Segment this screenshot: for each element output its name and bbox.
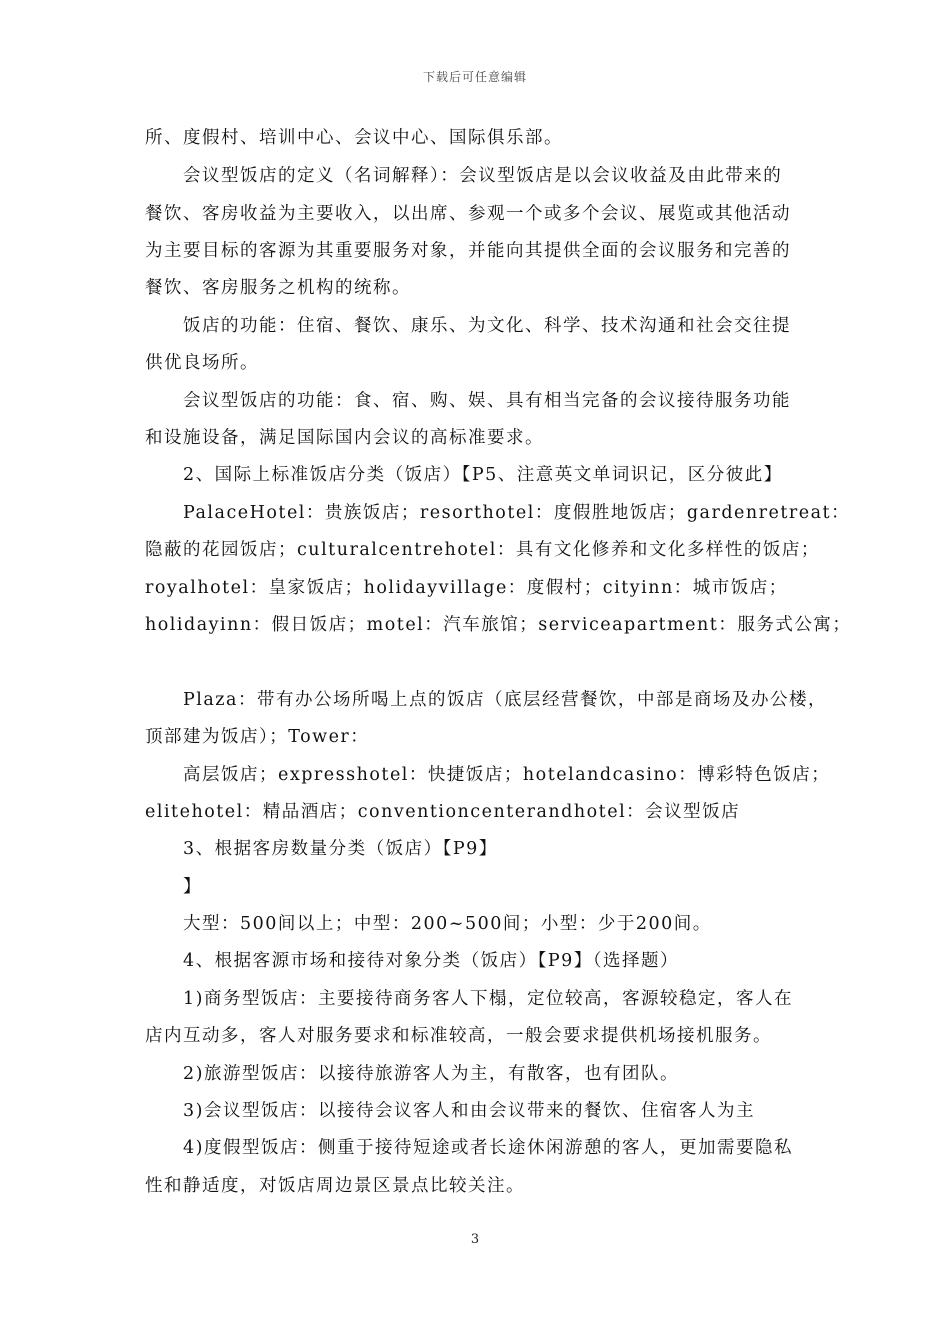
text-line: 饭店的功能：住宿、餐饮、康乐、为文化、科学、技术沟通和社会交往提 [183,316,791,336]
text-line: 】 [183,877,202,897]
text-line: 2、国际上标准饭店分类（饭店）【P5、注意英文单词识记，区分彼此】 [183,465,783,485]
text-line: elitehotel：精品酒店；conventioncenterandhotel：会议型饭店 [145,802,741,822]
text-line: 供优良场所。 [145,353,259,373]
text-line: PalaceHotel：贵族饭店；resorthotel：度假胜地饭店；gardenretreat： [183,503,851,523]
text-line: Plaza：带有办公场所喝上点的饭店（底层经营餐饮，中部是商场及办公楼， [183,690,827,710]
text-line: 3)会议型饭店：以接待会议客人和由会议带来的餐饮、住宿客人为主 [183,1101,755,1121]
text-line: 店内互动多，客人对服务要求和标准较高，一般会要求提供机场接机服务。 [145,1026,772,1046]
page-number: 3 [470,1232,480,1247]
text-line: 大型：500间以上；中型：200~500间；小型：少于200间。 [183,914,712,934]
text-line: 会议型饭店的定义（名词解释）：会议型饭店是以会议收益及由此带来的 [183,166,783,186]
text-line: 为主要目标的客源为其重要服务对象，并能向其提供全面的会议服务和完善的 [145,241,791,261]
text-line: 餐饮、客房收益为主要收入，以出席、参观一个或多个会议、展览或其他活动 [145,204,791,224]
text-line: 所、度假村、培训中心、会议中心、国际俱乐部。 [145,128,563,148]
text-line: holidayinn：假日饭店；motel：汽车旅馆；serviceapartment：服务式公寓； [145,615,852,635]
text-line: 4)度假型饭店：侧重于接待短途或者长途休闲游憩的客人，更加需要隐私 [183,1138,793,1158]
text-line: 顶部建为饭店）；Tower： [145,727,370,747]
text-line: royalhotel：皇家饭店；holidayvillage：度假村；cityinn：城市饭店； [145,578,788,598]
text-line: 隐蔽的花园饭店；culturalcentrehotel：具有文化修养和文化多样性的饭店； [145,540,820,560]
section-heading: 4、根据客源市场和接待对象分类（饭店）【P9】（选择题） [183,951,680,971]
section-heading: 3、根据客房数量分类（饭店）【P9】 [183,839,498,859]
text-line: 1)商务型饭店：主要接待商务客人下榻，定位较高，客源较稳定，客人在 [183,989,793,1009]
page-header: 下载后可任意编辑 [422,70,527,84]
text-line: 2)旅游型饭店：以接待旅游客人为主，有散客，也有团队。 [183,1064,679,1084]
text-line: 餐饮、客房服务之机构的统称。 [145,278,411,298]
text-line: 和设施设备，满足国际国内会议的高标准要求。 [145,428,544,448]
text-line: 性和静适度，对饭店周边景区景点比较关注。 [145,1176,525,1196]
text-line: 高层饭店；expresshotel：快捷饭店；hotelandcasino：博彩特色饭店； [183,765,831,785]
text-line: 会议型饭店的功能：食、宿、购、娱、具有相当完备的会议接待服务功能 [183,391,791,411]
